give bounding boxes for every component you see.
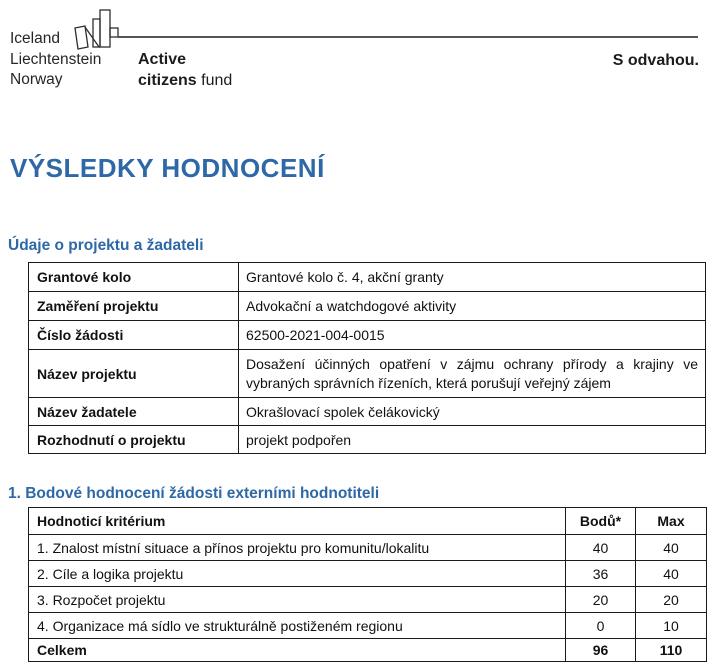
max-cell: 40 xyxy=(636,535,707,561)
max-cell: 40 xyxy=(636,561,707,587)
fund-name-line2 xyxy=(138,71,232,92)
table-row xyxy=(29,321,706,350)
row-label: Rozhodnutí o projektu xyxy=(29,426,239,454)
active-citizens-fund-logo-icon xyxy=(72,5,124,51)
row-label: Název žadatele xyxy=(29,398,239,426)
project-info-table xyxy=(28,262,706,454)
column-header-max: Max xyxy=(636,508,707,535)
fund-name-line1: Active xyxy=(138,51,187,68)
max-cell: 20 xyxy=(636,587,707,613)
column-header-points: Bodů* xyxy=(566,508,636,535)
criterion-cell: 1. Znalost místní situace a přínos projektu pro komunitu/lokalitu xyxy=(29,535,566,561)
criterion-cell: 3. Rozpočet projektu xyxy=(29,587,566,613)
table-row xyxy=(29,587,707,613)
criterion-cell: 2. Cíle a logika projektu xyxy=(29,561,566,587)
max-cell: 10 xyxy=(636,613,707,639)
country-label: Iceland xyxy=(10,30,60,47)
scoring-table xyxy=(28,507,707,662)
table-header-row xyxy=(29,508,707,535)
row-value: Dosažení účinných opatření v zájmu ochrany přírody a krajiny ve vybraných správních řízeních, která porušují veřejný zájem xyxy=(239,350,706,398)
table-row xyxy=(29,263,706,292)
row-value: projekt podpořen xyxy=(239,426,706,454)
table-row xyxy=(29,426,706,454)
points-cell: 40 xyxy=(566,535,636,561)
table-row xyxy=(29,292,706,321)
table-row xyxy=(29,613,707,639)
total-points: 96 xyxy=(566,639,636,662)
country-label: Norway xyxy=(10,71,63,88)
table-total-row xyxy=(29,639,707,662)
row-value: Advokační a watchdogové aktivity xyxy=(239,292,706,321)
row-label: Zaměření projektu xyxy=(29,292,239,321)
slogan: S odvahou. xyxy=(612,52,699,69)
table-row xyxy=(29,350,706,398)
page-title: VÝSLEDKY HODNOCENÍ xyxy=(10,153,325,183)
criterion-cell: 4. Organizace má sídlo ve strukturálně postiženém regionu xyxy=(29,613,566,639)
row-label: Číslo žádosti xyxy=(29,321,239,350)
column-header-criterion: Hodnoticí kritérium xyxy=(29,508,566,535)
points-cell: 20 xyxy=(566,587,636,613)
points-cell: 0 xyxy=(566,613,636,639)
row-label: Grantové kolo xyxy=(29,263,239,292)
points-cell: 36 xyxy=(566,561,636,587)
row-value: Okrašlovací spolek čelákovický xyxy=(239,398,706,426)
fund-name-bold: citizens xyxy=(138,71,197,89)
row-value: Grantové kolo č. 4, akční granty xyxy=(239,263,706,292)
table-row xyxy=(29,535,707,561)
section1-heading: Údaje o projektu a žadateli xyxy=(8,237,204,254)
row-label: Název projektu xyxy=(29,350,239,398)
total-label: Celkem xyxy=(29,639,566,662)
country-label: Liechtenstein xyxy=(10,50,102,68)
table-row xyxy=(29,561,707,587)
fund-name-regular: fund xyxy=(196,71,233,89)
fund-name xyxy=(138,50,232,91)
total-max: 110 xyxy=(636,639,707,662)
section2-heading: 1. Bodové hodnocení žádosti externími hodnotiteli xyxy=(8,485,380,502)
row-value: 62500-2021-004-0015 xyxy=(239,321,706,350)
table-row xyxy=(29,398,706,426)
header-divider xyxy=(118,36,698,38)
